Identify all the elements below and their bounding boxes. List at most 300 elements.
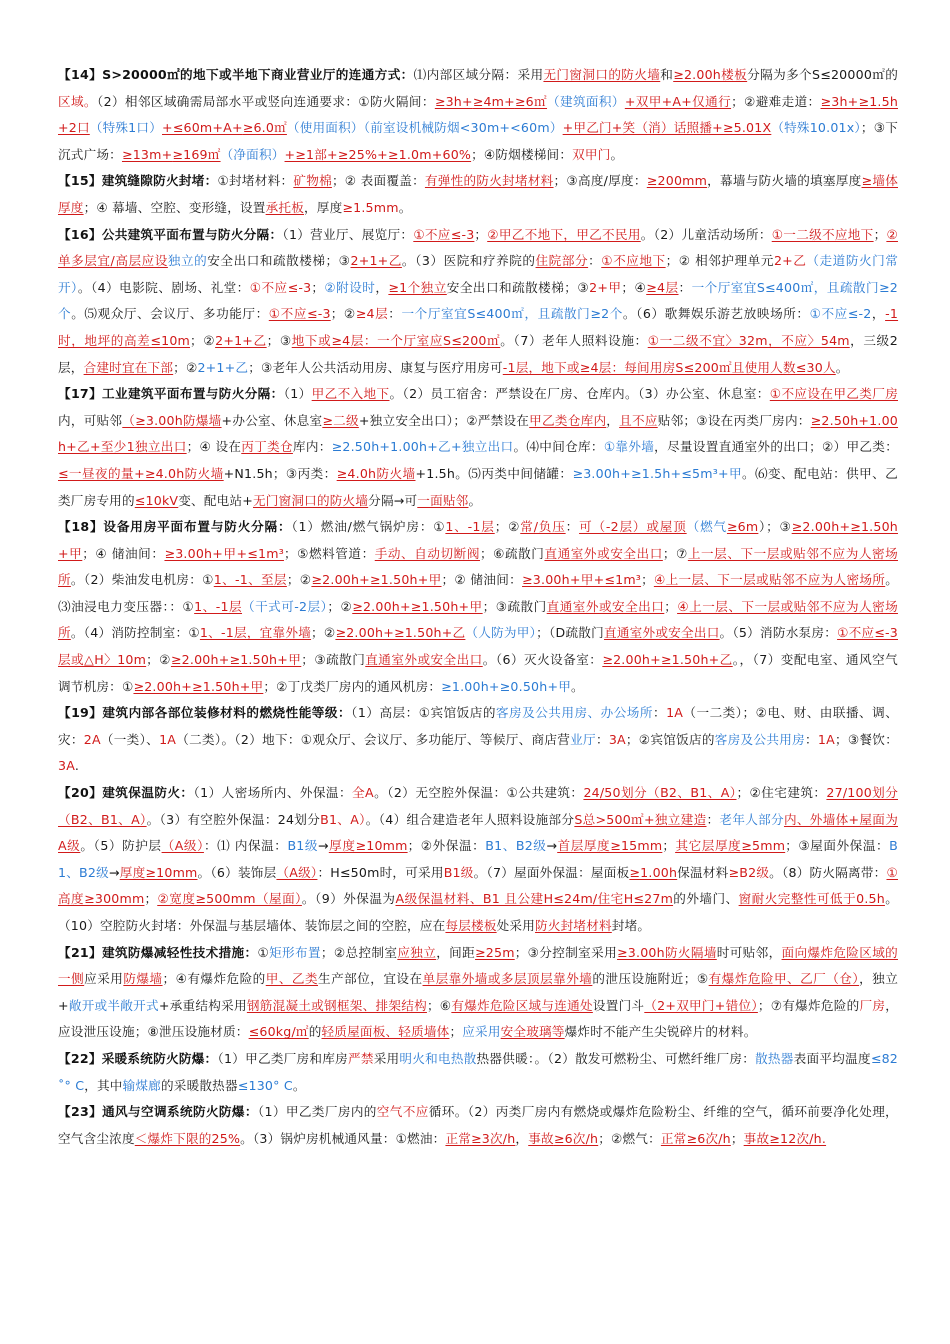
body-text: 。（3）有空腔外保温：24划分 (146, 811, 321, 827)
body-text: （1）人密场所内、外保温： (193, 785, 352, 801)
section-22 (58, 1046, 898, 1099)
highlight-text: 3A (58, 758, 75, 774)
section-title: 【23】通风与空调系统防火防爆： (58, 1104, 258, 1120)
body-text: ，厚度 (304, 199, 343, 215)
highlight-text: 无门窗洞口的防火墙 (253, 492, 369, 508)
highlight-text: ≥2.00h+≥1.50h+甲 (170, 652, 302, 668)
highlight-text: 散热器 (755, 1050, 794, 1066)
highlight-text: ≤一昼夜的量+≥4.0h防火墙 (58, 465, 224, 481)
highlight-text: ≥4层 (355, 306, 389, 322)
body-text: ；⑤燃料管道： (283, 545, 375, 561)
body-text: ；④有爆炸危险的 (162, 971, 266, 987)
body-text: ；③ (266, 332, 292, 348)
highlight-text: ①不应地下 (601, 253, 666, 269)
section-14 (58, 62, 898, 168)
body-text: ， (606, 412, 620, 428)
body-text: → (108, 864, 120, 880)
highlight-text: （前室设机械防烟<30m+<60m） (363, 120, 563, 136)
highlight-text: ≥6.0㎡ (242, 120, 287, 136)
highlight-text: B1级 (287, 838, 319, 854)
highlight-text: 事故 (528, 1130, 554, 1146)
highlight-text: 输煤廊 (122, 1077, 161, 1093)
highlight-text: 可（-2层）或屋顶 (579, 519, 687, 535)
section-21 (58, 940, 898, 1046)
highlight-text: 厚度 (119, 864, 146, 880)
body-text: （1）燃油/燃气锅炉房：① (291, 519, 446, 535)
highlight-text: +双甲+A+仅通行 (624, 93, 732, 109)
highlight-text: （2+双甲门+错位） (644, 997, 758, 1013)
body-text: 。（7）老年人照料设施： (500, 332, 648, 348)
highlight-text: 直通室外或安全出口 (544, 545, 663, 561)
body-text: 。（4）电影院、剧场、礼堂： (77, 279, 250, 295)
highlight-text: ≥3h+ (434, 93, 473, 109)
body-text: 。（5）消防水泵房： (719, 625, 838, 641)
highlight-text: （燃气 (686, 519, 727, 535)
highlight-text: ≥二级 (322, 412, 359, 428)
body-text: 。（6）装饰层 (197, 864, 277, 880)
body-text: ；④ 储油间： (82, 545, 165, 561)
highlight-text: 矿物棉 (293, 173, 332, 189)
highlight-text: 甲乙不入地下 (311, 386, 390, 402)
highlight-text: 严禁 (347, 1050, 374, 1066)
highlight-text: ≥3.00h+甲+≤1m³ (164, 545, 284, 561)
highlight-text: 厂房 (859, 997, 886, 1013)
highlight-text: 甲、乙类 (265, 971, 319, 987)
body-text: 安全出口和疏散楼梯；③ (207, 253, 351, 269)
body-text: ；② 相邻护理单元 (665, 253, 774, 269)
body-text: ；② (146, 652, 171, 668)
body-text: ，幕墙与防火墙的填塞厚度 (707, 173, 862, 189)
body-text: ；③疏散门 (301, 652, 366, 668)
body-text: 。（2）儿童活动场所： (640, 226, 772, 242)
body-text: → (546, 838, 558, 854)
body-text: 。（7）屋面外保温：屋面板 (473, 864, 630, 880)
highlight-text: ≥1.5mm (342, 199, 399, 215)
highlight-text: 甲乙类仓库内 (529, 412, 607, 428)
highlight-text: 其它层厚度≥5mm (675, 838, 786, 854)
highlight-text: （特殊1口） (89, 120, 162, 136)
body-text: 安全出口和疏散楼梯；③ (446, 279, 590, 295)
section-20 (58, 780, 898, 940)
highlight-text: 27/100划分（B2、B1、A） (58, 785, 898, 827)
highlight-text: 应采用 (462, 1024, 501, 1040)
highlight-text: ≥12次/h. (769, 1130, 827, 1146)
body-text: ① (257, 944, 270, 960)
highlight-text: ≥6次/h (686, 1130, 731, 1146)
highlight-text: B1级 (443, 864, 474, 880)
highlight-text: 轻质屋面板、轻质墙体 (321, 1024, 450, 1040)
highlight-text: （A级） (161, 838, 204, 854)
section-title: 【20】建筑保温防火： (58, 785, 194, 801)
highlight-text: 2A (83, 731, 101, 747)
body-text: ；②宾馆饭店的 (625, 731, 715, 747)
body-text: ，间距 (436, 944, 476, 960)
body-text: ；② (311, 625, 336, 641)
body-text: 。（10）空腔防火封堵：外保温与基层墙体、装饰层之间的空腔，应在 (58, 891, 898, 933)
body-text: 变、配电站+ (178, 492, 253, 508)
highlight-text: ≥4.0h防火墙 (336, 465, 416, 481)
body-text: （一类）、 (100, 731, 160, 747)
body-text: 。 (468, 492, 482, 508)
highlight-text: ≥3.00h+甲+≤1m³ (522, 572, 642, 588)
highlight-text: 2+乙 (773, 253, 807, 269)
body-text: ；⑦ (662, 545, 688, 561)
body-text: ①封堵材料： (217, 173, 294, 189)
highlight-text: 住院部分 (535, 253, 589, 269)
highlight-text: ≥25m (475, 944, 515, 960)
body-text: 。（2）无空腔外保温：①公共建筑： (373, 785, 584, 801)
highlight-text: ≤82˚° C (58, 1050, 898, 1093)
highlight-text: ≥4层 (646, 279, 679, 295)
body-text: ；⑥疏散门 (479, 545, 545, 561)
body-text: 贴邻；③设在丙类厂房内： (657, 412, 811, 428)
body-text: . (74, 758, 80, 774)
body-text: 。，（7）变配电室、通风空气调节机房：① (58, 652, 898, 694)
highlight-text: 客房及公共用房、办公场所 (495, 705, 653, 721)
highlight-text: 直通室外或安全出口 (603, 625, 720, 641)
body-text: → (318, 838, 329, 854)
highlight-text: 且不应 (619, 412, 658, 428)
highlight-text: ≥200mm (646, 173, 708, 189)
highlight-text: 1A (159, 731, 177, 747)
body-text: ， (515, 1130, 529, 1146)
body-text: 封堵。 (611, 918, 651, 933)
highlight-text: ≤60kg/㎡ (248, 1024, 309, 1040)
highlight-text: ①不应设在甲乙类厂房 (769, 386, 898, 402)
highlight-text: -1层，地下或≥4层：每间用房S≤200㎡且使用人数≤30人 (502, 359, 836, 375)
body-text: 。 (571, 678, 584, 694)
highlight-text: ≥6m (726, 519, 759, 535)
highlight-text: ②单多层宜/高层应设 (58, 226, 898, 269)
highlight-text: 面向爆炸危险区域的一侧 (58, 944, 898, 987)
section-title: 【22】采暖系统防火防爆： (58, 1050, 218, 1066)
highlight-text: 2+1+乙 (197, 359, 249, 375)
highlight-text: 一个厅室宜S≤400㎡，且疏散门≥2个 (401, 306, 623, 322)
highlight-text: ①不应≤-3 (413, 226, 475, 242)
body-text: 热器供暖：。（2）散发可燃粉尘、可燃纤维厂房： (476, 1050, 756, 1066)
highlight-text: ≤10kV (134, 492, 179, 508)
section-title: 【15】建筑缝隙防火封堵： (58, 173, 218, 189)
section-title: 【17】工业建筑平面布置与防火分隔： (58, 386, 284, 402)
highlight-text: 厚度 (328, 838, 356, 854)
highlight-text: 业厅 (570, 731, 596, 747)
body-text: （2）相邻区域确需局部水平或竖向连通要求：①防火隔间： (96, 93, 435, 109)
body-text: 循环。（2）丙类厂房内有燃烧或爆炸危险粉尘、纤维的空气，循环前要净化处理，空气含尘浓度 (58, 1104, 898, 1146)
highlight-text: ≥2.50h+1.00h+乙+至少1独立出口 (58, 412, 899, 455)
body-text: 。（4）组合建造老年人照料设施部分 (365, 811, 575, 827)
body-text: ；④ 设在 (186, 439, 242, 455)
highlight-text: 合建时宜在下部 (83, 359, 174, 375)
highlight-text: 正常 (445, 1130, 472, 1146)
highlight-text: （≥3.00h防爆墙 (122, 412, 222, 428)
body-text: （二类）。（2）地下：①观众厅、会议厅、多功能厅、等候厅、商店营 (176, 731, 571, 747)
highlight-text: 防爆墙 (123, 971, 163, 987)
body-text: ；② (330, 306, 356, 322)
highlight-text: ≥10mm (355, 838, 408, 854)
section-title: 【18】设备用房平面布置与防火分隔： (58, 519, 292, 535)
section-title: 【14】S>20000㎡的地下或半地下商业营业厅的连通方式： (58, 67, 414, 82)
body-text: 。（6）歌舞娱乐游艺放映场所： (622, 306, 810, 322)
body-text: 生产部位，宜设在 (318, 971, 423, 987)
highlight-text: +≥1部+≥25%+≥1.0m+60% (284, 146, 472, 162)
body-text: +1.5h。⑸丙类中间储罐： (415, 465, 573, 481)
highlight-text: 明火和电热散 (399, 1050, 477, 1066)
highlight-text: 承托板 (265, 199, 304, 215)
highlight-text: ①不应≤-3层或△H〉10m (58, 625, 898, 668)
body-text: ；②避难走道： (731, 93, 821, 109)
highlight-text: 每层楼板 (445, 918, 497, 933)
body-text: ；③疏散门 (482, 598, 547, 614)
body-text: ⑴内部区域分隔：采用 (413, 67, 544, 82)
highlight-text: ②甲乙不地下，甲乙不民用 (487, 226, 641, 242)
section-23 (58, 1099, 898, 1152)
highlight-text: 钢筋混凝土或钢框架、排架结构 (246, 997, 427, 1013)
body-text: 。（5）防护层 (80, 838, 162, 854)
body-text: ；（D疏散门 (536, 625, 604, 641)
highlight-text: S总>500㎡+独立建造 (574, 811, 707, 827)
highlight-text: 3A (608, 731, 626, 747)
body-text: ，尽量设置直通室外的出口；②）甲乙类： (654, 439, 899, 455)
body-text: 内，可贴邻 (58, 412, 123, 428)
body-text: 。 (398, 199, 412, 215)
body-text: 。（3）医院和疗养院的 (401, 253, 536, 269)
body-text: ； (474, 226, 488, 242)
highlight-text: （人防为甲） (465, 625, 537, 641)
highlight-text: ①一二级不宜〉32m，不应〉54m (647, 332, 850, 348)
body-text: 的泄压设施附近；⑤ (592, 971, 709, 987)
body-text: ）；③ (758, 519, 792, 535)
highlight-text: ≥4m+ (472, 93, 515, 109)
body-text: ； (873, 226, 887, 242)
highlight-text: 手动、自动切断阀 (374, 545, 480, 561)
body-text: ；④ (621, 279, 647, 295)
highlight-text: ≥2.00h+≥1.50h+甲 (352, 598, 483, 614)
body-text: ；③高度/厚度： (553, 173, 647, 189)
body-text: ；③下沉式广场： (58, 120, 899, 162)
highlight-text: ≥3.00h防火隔墙 (617, 944, 717, 960)
body-text: ， (871, 306, 886, 322)
highlight-text: ≤130° C (237, 1077, 293, 1093)
body-text: （一二类）；②电、财、由联播、调、灾： (58, 705, 899, 747)
highlight-text: ≥1.5h+2口 (58, 93, 898, 136)
body-text: ；③餐饮： (834, 731, 898, 747)
section-title: 【21】建筑防爆减轻性技术措施： (58, 944, 258, 960)
body-text: （1）高层：①宾馆饭店的 (351, 705, 496, 721)
body-text: 。 (610, 146, 624, 162)
body-text: ；② (173, 359, 198, 375)
body-text: 。⑷中间仓库： (513, 439, 604, 455)
highlight-text: 1A (666, 705, 684, 721)
highlight-text: ≥2.00h+≥1.50h+甲 (133, 678, 264, 694)
highlight-text: B1、B2级 (485, 838, 547, 854)
body-text: ；② (494, 519, 521, 535)
highlight-text: 2+1+乙 (215, 332, 267, 348)
body-text: （1）营业厅、展览厅： (282, 226, 414, 242)
highlight-text: ①不应≤-3 (268, 306, 331, 322)
highlight-text: 老年人部分 (719, 811, 784, 827)
highlight-text: 正常 (660, 1130, 687, 1146)
body-text: （1） (283, 386, 312, 402)
body-text: ；② 表面覆盖： (331, 173, 425, 189)
highlight-text: ≥10mm (145, 864, 198, 880)
highlight-text: ①不应≤-2 (809, 306, 872, 322)
highlight-text: 24/50划分（B2、B1、A） (583, 785, 737, 801)
body-text: ；②外保温： (407, 838, 486, 854)
body-text: ；③屋面外保温： (785, 838, 890, 854)
highlight-text: 独立的 (167, 253, 208, 269)
body-text: （1）甲乙类厂房内的 (257, 1104, 377, 1120)
body-text: ； (449, 1024, 463, 1040)
highlight-text: +≤60m+A+ (162, 120, 243, 136)
highlight-text: 1、-1层 (445, 519, 495, 535)
body-text: ；④ 幕墙、空腔、变形缝，设置 (83, 199, 266, 215)
highlight-text: 安全玻璃等 (500, 1024, 565, 1040)
highlight-text: ②宽度≥500mm（屋面） (157, 891, 302, 907)
highlight-text: （使用面积） (286, 120, 364, 136)
highlight-text: ≥6㎡ (514, 93, 548, 109)
highlight-text: 一面贴邻 (417, 492, 469, 508)
highlight-text: 防火封堵材料 (535, 918, 612, 933)
body-text: 分隔→可 (368, 492, 418, 508)
highlight-text: 双甲门 (572, 146, 611, 162)
section-18 (58, 514, 898, 700)
body-text: 时可贴邻， (716, 944, 782, 960)
highlight-text: 无门窗洞口的防火墙 (543, 67, 661, 82)
highlight-text: 事故 (743, 1130, 770, 1146)
body-text: +办公室、休息室 (221, 412, 323, 428)
highlight-text: ＜爆炸下限的25% (134, 1130, 241, 1146)
body-text: ；② 储油间： (441, 572, 523, 588)
highlight-text: 应独立 (397, 944, 437, 960)
highlight-text: （净面积） (220, 146, 285, 162)
highlight-text: ≥2.00h+≥1.50h+乙 (335, 625, 466, 641)
section-19 (58, 700, 898, 780)
highlight-text: 地下或≥4层：一个厅室应S≤200㎡ (291, 332, 501, 348)
highlight-text: 全A (351, 785, 374, 801)
highlight-text: ≥1个独立 (388, 279, 447, 295)
highlight-text: ①不应≤-3 (249, 279, 312, 295)
body-text: ；②住宅建筑： (736, 785, 827, 801)
highlight-text: （走道防火门常开） (58, 253, 899, 295)
highlight-text: ≥2.00h+≥1.50h+甲 (311, 572, 442, 588)
body-text: ： (706, 811, 720, 827)
body-text: +N1.5h；③丙类： (223, 465, 337, 481)
highlight-text: ①一二级不应地下 (771, 226, 874, 242)
body-text: ： (805, 731, 818, 747)
body-text: ； (144, 891, 158, 907)
body-text: 保温材料 (677, 864, 729, 880)
highlight-text: +甲乙门+笑（消）话照播+≥5.01X (562, 120, 772, 136)
highlight-text: 直通室外或安全出口 (546, 598, 665, 614)
body-text: +承重结构采用 (158, 997, 247, 1013)
body-text: ： (595, 731, 609, 747)
body-text: ，应设泄压设施；⑧泄压设施材质： (58, 997, 899, 1040)
body-text: 和 (660, 67, 674, 82)
body-text: 爆炸时不能产生尖锐碎片的材料。 (564, 1024, 757, 1040)
body-text: 。（4）消防控制室：① (70, 625, 200, 641)
body-text: ， (375, 279, 389, 295)
body-text: ；②总控制室 (320, 944, 398, 960)
highlight-text: ④上一层、下一层或贴邻不应为人密场所 (653, 572, 886, 588)
body-text: 分隔为多个S≤20000㎡的 (747, 67, 898, 82)
body-text: ；④防烟楼梯间： (471, 146, 573, 162)
body-text: ： (588, 253, 602, 269)
body-text: ； (641, 572, 654, 588)
body-text: 。（3）锅炉房机械通风量：①燃油： (240, 1130, 446, 1146)
body-text: 库内： (292, 439, 332, 455)
highlight-text: 一个厅室宜S≤400㎡，且疏散门≥2个 (58, 279, 899, 322)
body-text: 的外墙门、 (673, 891, 739, 907)
body-text: ，独立+ (58, 971, 899, 1013)
highlight-text: ≥2.00h+≥1.50h+乙 (602, 652, 733, 668)
highlight-text: A级保温材料、B1 且公建H≤24m/住宅H≤27m (395, 891, 674, 907)
body-text: ；② (286, 572, 312, 588)
body-text: 。（6）灭火设备室： (482, 652, 603, 668)
body-text: ；③分控制室采用 (514, 944, 618, 960)
highlight-text: 首层厚度≥15mm (557, 838, 663, 854)
body-text: ；②丁戊类厂房内的通风机房： (263, 678, 442, 694)
highlight-text: ≥1.00h+≥0.50h+甲 (441, 678, 571, 694)
highlight-text: ≥墙体厚度 (58, 173, 898, 215)
highlight-text: ≥2.00h+≥1.50h+甲 (58, 519, 898, 561)
highlight-text: 窗耐火完整性可低于0.5h (738, 891, 885, 907)
highlight-text: 敞开或半敞开式 (68, 997, 159, 1013)
highlight-text: ≥B2级 (728, 864, 770, 880)
highlight-text: B1、A） (320, 811, 366, 827)
body-text: +独立安全出口）；②严禁设在 (358, 412, 530, 428)
body-text: ；⑦有爆炸危险的 (757, 997, 860, 1013)
highlight-text: ≥13m+ (121, 146, 173, 162)
highlight-text: ≥3次/h (471, 1130, 516, 1146)
highlight-text: ≥3.00h+≥1.5h+≤5m³+甲 (572, 465, 742, 481)
body-text: 。⑶油浸电力变压器：：① (58, 572, 898, 614)
highlight-text: （A级） (276, 864, 318, 880)
body-text: ，其中 (84, 1077, 123, 1093)
highlight-text: 客房及公共用房 (714, 731, 806, 747)
highlight-text: （干式可-2层） (242, 598, 328, 614)
body-text: 处采用 (496, 918, 536, 933)
highlight-text: 矩形布置 (269, 944, 321, 960)
body-text: 。⑸观众厅、会议厅、多功能厅： (71, 306, 269, 322)
highlight-text: 有爆炸危险甲、乙厂（仓） (708, 971, 860, 987)
highlight-text: 有爆炸危险区域与连通处 (451, 997, 593, 1013)
body-text: ； (664, 598, 678, 614)
section-title: 【16】公共建筑平面布置与防火分隔： (58, 226, 283, 242)
highlight-text: ≥3h+ (820, 93, 859, 109)
highlight-text: 2+1+乙 (350, 253, 402, 269)
body-text: 表面平均温度 (793, 1050, 871, 1066)
highlight-text: 单层靠外墙或多层顶层靠外墙 (422, 971, 593, 987)
highlight-text: 常/负压 (520, 519, 566, 535)
body-text: 。（8）防火隔离带： (769, 864, 887, 880)
body-text: ；②燃气： (598, 1130, 661, 1146)
section-17 (58, 381, 898, 514)
highlight-text: 空气不应 (376, 1104, 429, 1120)
highlight-text: 1、-1、至层 (213, 572, 287, 588)
highlight-text: ≥2.50h+1.00h+乙+独立出口 (331, 439, 514, 455)
highlight-text: ≥1.00h (629, 864, 678, 880)
highlight-text: 直通室外或安全出口 (365, 652, 483, 668)
body-text: 。（9）外保温为 (301, 891, 396, 907)
body-text: ；⑥ (426, 997, 452, 1013)
body-text: 设置门斗 (592, 997, 645, 1013)
highlight-text: 丙丁类仓 (241, 439, 293, 455)
body-text: ，三级2层， (58, 332, 898, 375)
highlight-text: B1、B2级 (58, 838, 898, 880)
section-16 (58, 222, 898, 382)
body-text: ；② (327, 598, 353, 614)
body-text: 。（2）员工宿舍：严禁设在厂房、仓库内。（3）办公室、休息室： (389, 386, 770, 402)
